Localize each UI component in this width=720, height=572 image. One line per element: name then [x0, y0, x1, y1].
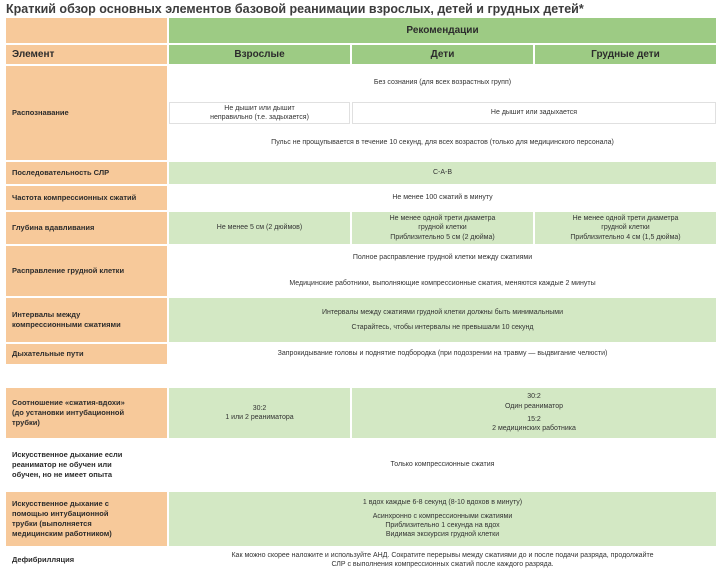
ratio-adults-line2: 1 или 2 реаниматора [225, 414, 294, 421]
ratio-children-infants [352, 388, 716, 438]
row-label-sequence [6, 162, 167, 184]
advanced-value-2: Асинхронно с компрессионными сжатиями [372, 512, 513, 520]
recoil-value-2 [169, 272, 716, 296]
row-label-defib [6, 548, 167, 572]
ratio-ci-line4: 2 медицинских работника [492, 425, 576, 433]
ratio-label-line3: трубки) [12, 418, 40, 428]
ratio-adults-line1: 30:2 [252, 404, 267, 412]
untrained-value-text: Только компрессионные сжатия [390, 461, 495, 469]
header-corner [6, 18, 167, 43]
recognition-pulse [169, 126, 716, 160]
untrained-value [169, 440, 716, 490]
row-label-untrained [6, 440, 167, 490]
depth-infants [535, 212, 716, 244]
recognition-pulse-text: Пульс не прощупывается в течение 10 секунд, для всех возрастов (только для медицинского персонала) [271, 139, 614, 147]
untrained-label-line2: реаниматор не обучен или [12, 459, 112, 469]
recognition-label: Распознавание [12, 107, 69, 117]
depth-label: Глубина вдавливания [12, 222, 95, 232]
defib-value-line1: Как можно скорее наложите и используйте АНД. Сократите перерывы между сжатиями до и после подачи разряда, продолжайте [231, 551, 654, 559]
recognition-all-ages-text: Без сознания (для всех возрастных групп) [373, 79, 512, 87]
advanced-value-3: Приблизительно 1 секунда на вдох [385, 522, 500, 529]
advanced-value-1: 1 вдох каждые 6-8 секунд (8-10 вдохов в минуту) [362, 499, 523, 507]
ratio-ci-line3: 15:2 [527, 416, 541, 423]
untrained-label-line3: обучен, но не имеет опыта [12, 470, 113, 480]
sequence-value [169, 162, 716, 184]
rate-value [169, 186, 716, 210]
advanced-label-line1: Искусственное дыхание с [12, 498, 109, 508]
header-adults: Взрослые [169, 45, 350, 64]
depth-adults [169, 212, 350, 244]
header-infants: Грудные дети [535, 45, 716, 64]
page-title: Краткий обзор основных элементов базовой реанимации взрослых, детей и грудных детей* [6, 2, 584, 16]
advanced-value-4: Видимая экскурсия грудной клетки [385, 531, 500, 539]
ratio-ci-line1: 30:2 [527, 393, 541, 401]
sequence-value-text: C-A-B [432, 169, 453, 177]
recognition-adults [169, 102, 350, 124]
ratio-label-line2: (до установки интубационной [12, 407, 125, 417]
recoil-label: Расправление грудной клетки [12, 265, 125, 275]
depth-infants-line3: Приблизительно 4 см (1,5 дюйма) [570, 233, 681, 241]
rate-value-text: Не менее 100 сжатий в минуту [392, 194, 493, 202]
interruptions-value-2: Старайтесь, чтобы интервалы не превышали 10 секунд [351, 324, 534, 331]
defib-value [169, 548, 716, 572]
ratio-label-line1: Соотношение «сжатия-вдохи» [12, 397, 125, 407]
defib-label: Дефибрилляция [12, 554, 75, 564]
depth-children-line3: Приблизительно 5 см (2 дюйма) [390, 233, 495, 241]
depth-infants-line2: грудной клетки [601, 224, 650, 232]
row-label-recognition [6, 66, 167, 160]
depth-children [352, 212, 533, 244]
recoil-value-2-text: Медицинские работники, выполняющие компрессионные сжатия, меняются каждые 2 минуты [289, 280, 596, 288]
depth-children-line1: Не менее одной трети диаметра [389, 214, 496, 222]
ratio-ci-line2: Один реаниматор [504, 402, 564, 410]
depth-infants-line1: Не менее одной трети диаметра [572, 214, 679, 222]
row-label-advanced [6, 492, 167, 546]
header-recommendations: Рекомендации [169, 18, 716, 43]
row-label-depth [6, 212, 167, 244]
row-label-ratio [6, 388, 167, 438]
depth-children-line2: грудной клетки [418, 224, 467, 232]
sequence-label: Последовательность СЛР [12, 167, 110, 177]
advanced-label-line4: медицинским работником) [12, 529, 112, 539]
bls-summary-table [6, 18, 716, 568]
recognition-children-infants-text: Не дышит или задыхается [490, 109, 578, 117]
airway-value-text: Запрокидывание головы и поднятие подбородка (при подозрении на травму — выдвигание челюсти) [277, 350, 608, 358]
recognition-adults-line1: Не дышит или дышит [224, 104, 295, 112]
row-label-airway [6, 344, 167, 364]
row-label-rate [6, 186, 167, 210]
untrained-label-line1: Искусственное дыхание если [12, 449, 123, 459]
advanced-label-line3: трубки (выполняется [12, 519, 92, 528]
spacer-label [6, 366, 167, 386]
row-label-interruptions [6, 298, 167, 342]
advanced-label-line2: помощью интубационной [12, 508, 109, 518]
advanced-value [169, 492, 716, 546]
recoil-value-1 [169, 246, 716, 270]
interruptions-value-1: Интервалы между сжатиями грудной клетки должны быть минимальными [322, 308, 563, 316]
recognition-children-infants [352, 102, 716, 124]
header-children: Дети [352, 45, 533, 64]
interruptions-value [169, 298, 716, 342]
recoil-value-1-text: Полное расправление грудной клетки между сжатиями [352, 254, 533, 262]
ratio-adults [169, 388, 350, 438]
spacer-row [169, 366, 716, 386]
interruptions-label-line1: Интервалы между [12, 309, 81, 319]
recognition-all-ages [169, 66, 716, 100]
header-element: Элемент [6, 45, 167, 64]
airway-label: Дыхательные пути [12, 348, 84, 358]
depth-adults-text: Не менее 5 см (2 дюймов) [216, 224, 303, 232]
airway-value [169, 344, 716, 364]
recognition-adults-line2: неправильно (т.е. задыхается) [210, 114, 309, 121]
rate-label: Частота компрессионных сжатий [12, 192, 137, 202]
row-label-recoil [6, 246, 167, 296]
interruptions-label-line2: компрессионными сжатиями [12, 320, 121, 329]
defib-value-line2: СЛР с выполнения компрессионных сжатий после каждого разряда. [331, 561, 554, 568]
